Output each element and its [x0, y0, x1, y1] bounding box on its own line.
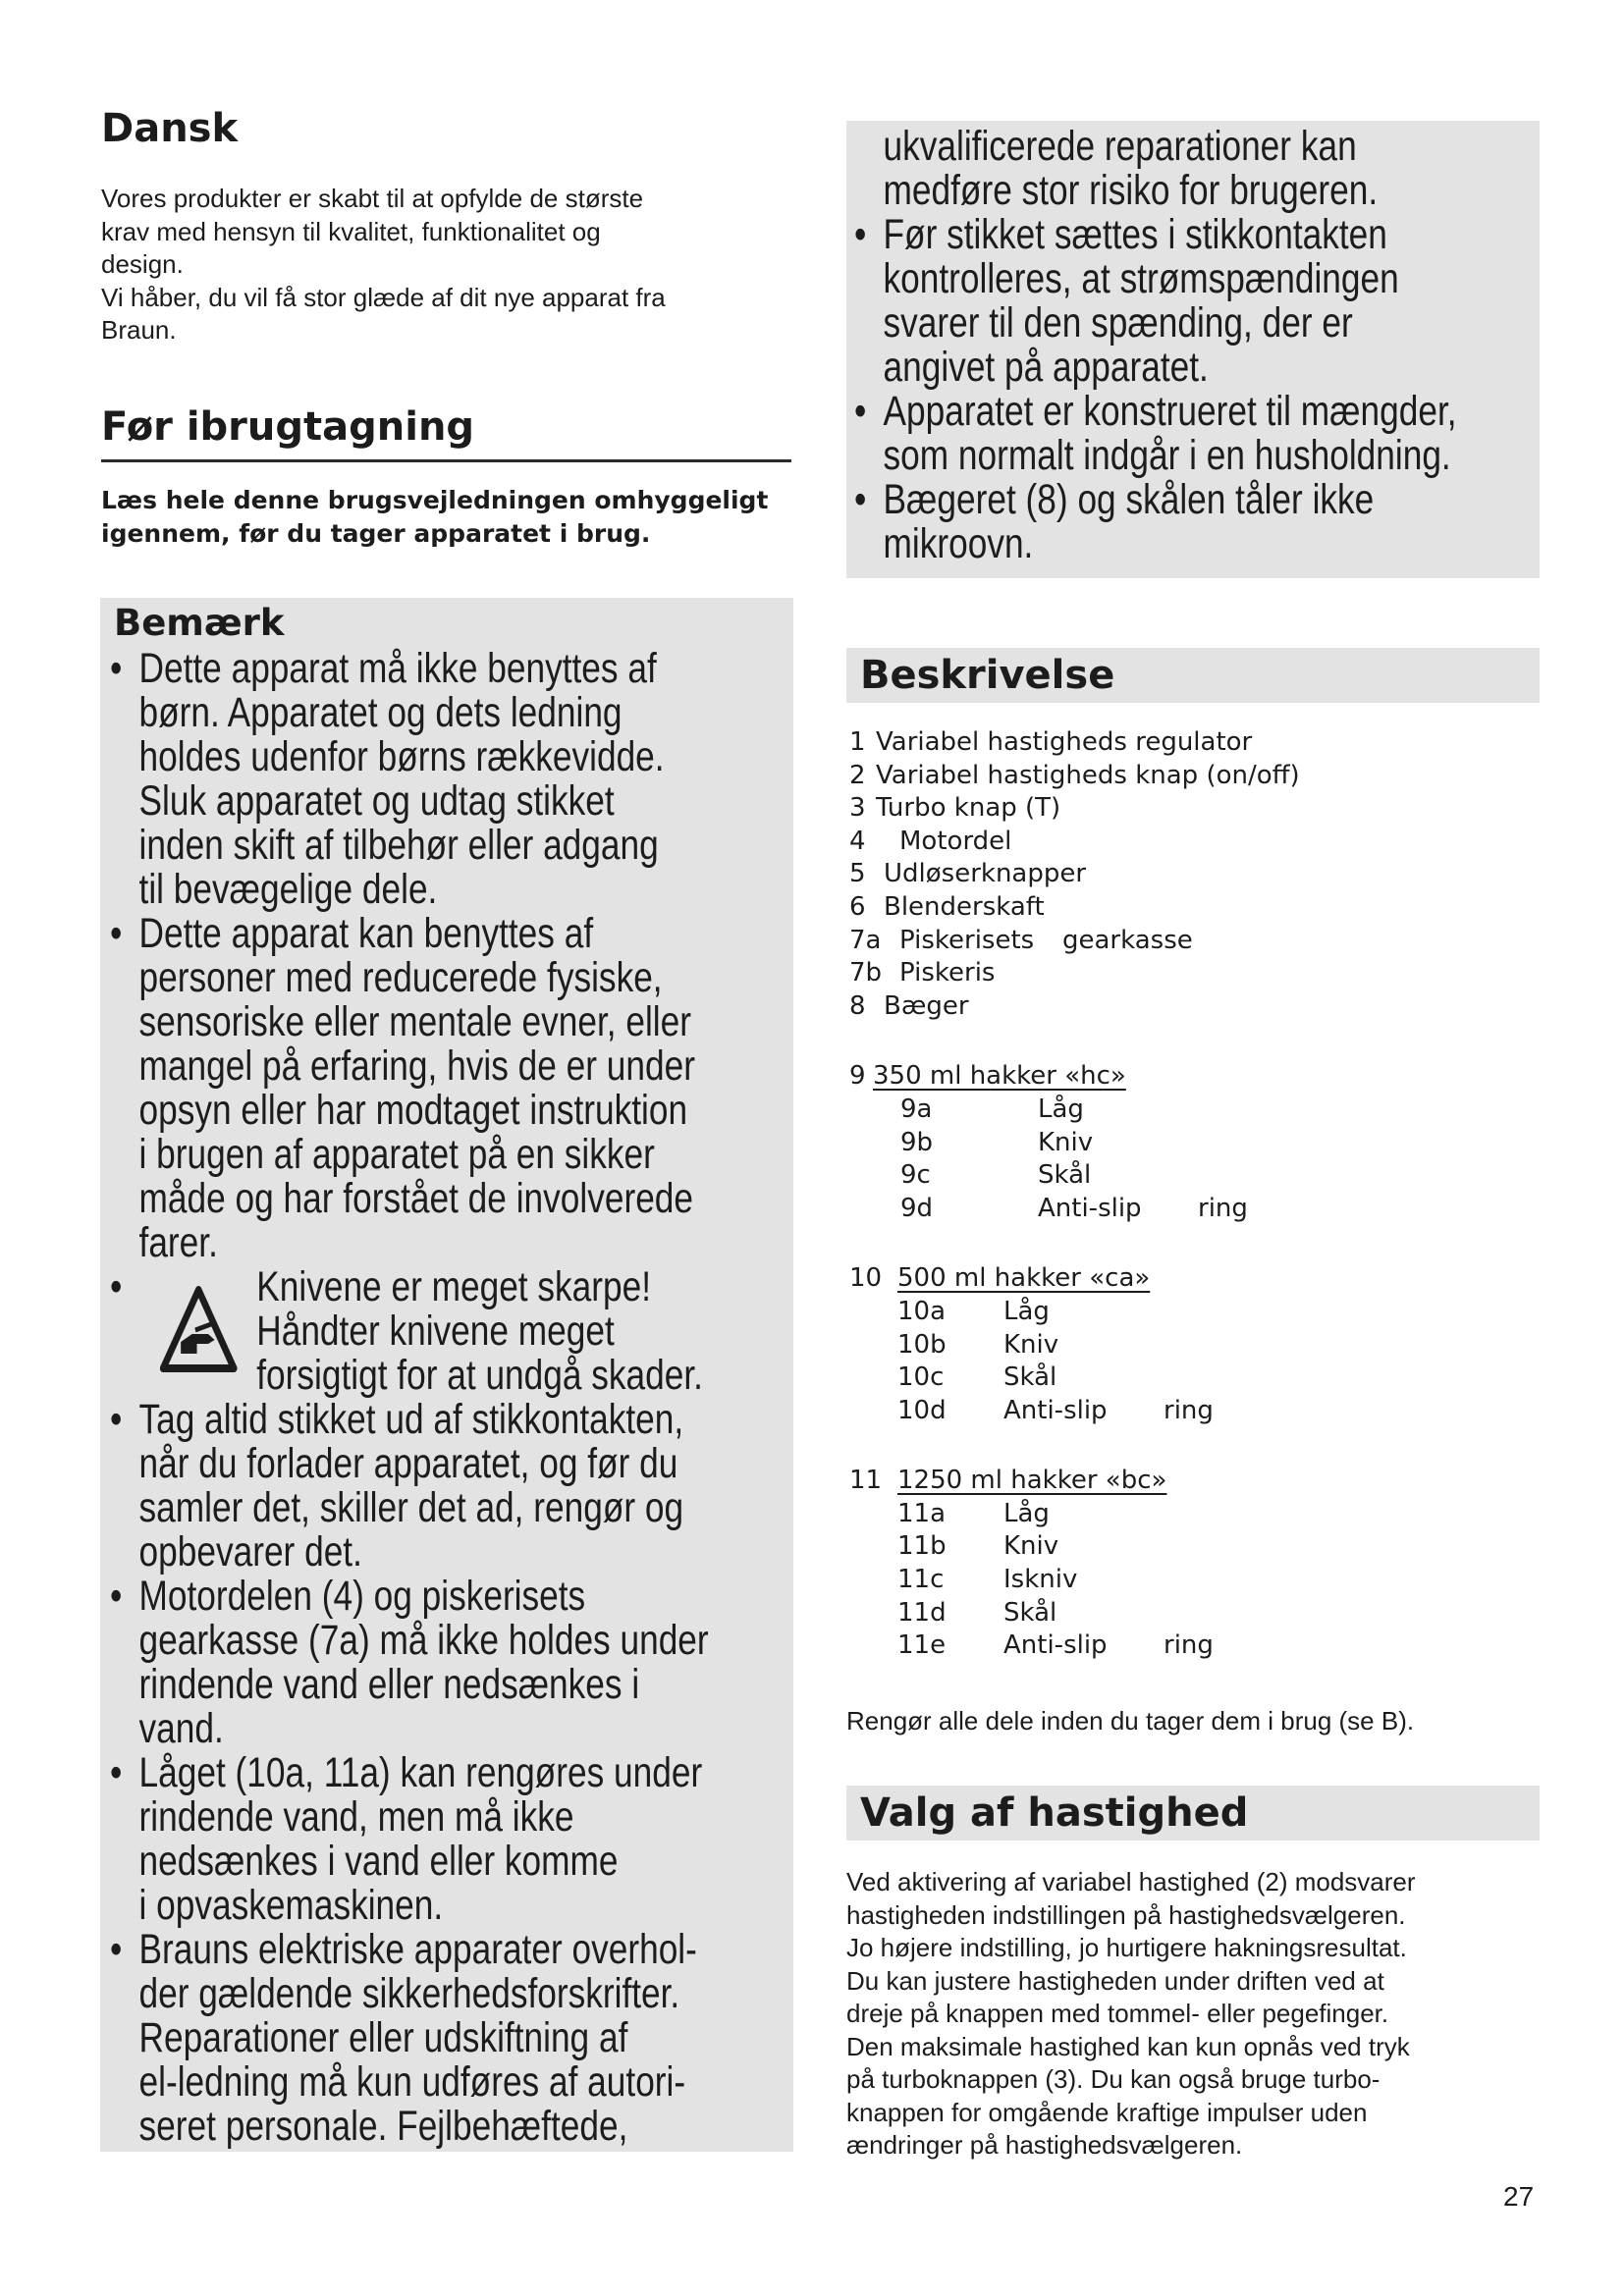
note-item: [110, 1751, 835, 1928]
subpart-label: Låg: [1003, 1498, 1050, 1528]
bullet: •: [110, 910, 123, 957]
part-label: Piskeris: [899, 958, 996, 988]
subpart-label-extra: ring: [1198, 1193, 1248, 1223]
before-use-instruction: [101, 484, 808, 551]
note-line: Brauns elektriske apparater overhol-: [138, 1926, 697, 1973]
subpart-row: [849, 1564, 1537, 1597]
note-line: når du forlader apparatet, og før du: [138, 1440, 678, 1487]
speed-line: Ved aktivering af variabel hastighed (2) modsvarer: [846, 1867, 1416, 1896]
note-line: Dette apparat må ikke benyttes af: [138, 645, 657, 692]
subpart-label: Anti-slip: [1003, 1630, 1108, 1661]
page-number: 27: [1503, 2181, 1535, 2212]
chopper-row: [849, 1465, 1537, 1498]
subpart-number: 9d: [900, 1193, 934, 1223]
subpart-label: Låg: [1038, 1094, 1084, 1124]
intro-paragraph: [101, 183, 808, 347]
intro-line: Vi håber, du vil få stor glæde af dit nye apparat fra: [101, 282, 666, 312]
intro-line: krav med hensyn til kvalitet, funktionalitet og: [101, 216, 601, 246]
note-line: gearkasse (7a) må ikke holdes under: [138, 1617, 709, 1664]
part-row: [849, 760, 1537, 793]
subpart-number: 10a: [897, 1296, 947, 1326]
note-line: Låget (10a, 11a) kan rengøres under: [138, 1749, 703, 1796]
note-line: svarer til den spænding, der er: [883, 299, 1353, 347]
chopper-name: 1250 ml hakker «bc»: [897, 1466, 1167, 1496]
part-number: 5: [849, 859, 866, 889]
part-number: 6: [849, 891, 866, 922]
note-line: der gældende sikkerhedsforskrifter.: [138, 1970, 680, 2017]
note-item: [110, 1928, 835, 2149]
note-line: opbevarer det.: [138, 1528, 362, 1575]
subpart-number: 10b: [897, 1329, 947, 1360]
speed-line: knappen for omgående kraftige impulser uden: [846, 2097, 1368, 2127]
note-line: opsyn eller har modtaget instruktion: [138, 1087, 688, 1134]
speed-line: Jo højere indstilling, jo hurtigere hakningsresultat.: [846, 1933, 1407, 1962]
part-label: Bæger: [884, 990, 969, 1021]
subpart-label: Anti-slip: [1003, 1395, 1108, 1425]
note-line: holdes udenfor børns rækkevidde.: [138, 733, 665, 780]
part-label: Turbo knap (T): [876, 793, 1061, 824]
speed-paragraph: [846, 1866, 1553, 2163]
part-label: Variabel hastigheds knap (on/off): [876, 760, 1300, 790]
note-item: [110, 1575, 835, 1751]
subpart-label: Kniv: [1003, 1531, 1059, 1562]
part-number: 4: [849, 826, 866, 856]
note-line: Motordelen (4) og piskerisets: [138, 1573, 586, 1620]
note-item-continued: [854, 125, 1579, 213]
section-title-speed: Valg af hastighed: [860, 1790, 1249, 1836]
subpart-row: [849, 1395, 1537, 1428]
warning-text: [256, 1265, 703, 1398]
bullet: •: [110, 645, 123, 692]
intro-line: design.: [101, 249, 184, 279]
instruction-line: igennem, før du tager apparatet i brug.: [101, 519, 651, 548]
subpart-row: [849, 1159, 1537, 1193]
subpart-label: Skål: [1003, 1597, 1057, 1628]
subpart-row: [849, 1530, 1537, 1564]
chopper-row: [849, 1060, 1537, 1094]
chopper-name: 350 ml hakker «hc»: [873, 1061, 1126, 1092]
note-line: Bægeret (8) og skålen tåler ikke: [883, 476, 1375, 523]
note-line: ukvalificerede reparationer kan: [883, 123, 1357, 170]
note-line: personer med reducerede fysiske,: [138, 954, 663, 1001]
chopper-number: 9: [849, 1061, 866, 1092]
subpart-number: 9a: [900, 1094, 933, 1124]
part-label: Piskerisets: [899, 925, 1035, 955]
subpart-number: 11a: [897, 1498, 947, 1528]
subpart-number: 11d: [897, 1597, 947, 1628]
bullet: •: [110, 1926, 123, 1973]
note-line: kontrolleres, at strømspændingen: [883, 255, 1399, 302]
speed-line: Den maksimale hastighed kan kun opnås ved tryk: [846, 2031, 1410, 2061]
note-line: sensoriske eller mentale evner, eller: [138, 998, 692, 1045]
chopper-row: [849, 1262, 1537, 1296]
subpart-label: Låg: [1003, 1296, 1050, 1326]
subpart-row: [849, 1296, 1537, 1329]
note-title: Bemærk: [114, 602, 285, 644]
part-label: Variabel hastigheds regulator: [876, 727, 1253, 757]
note-line: rindende vand, men må ikke: [138, 1793, 574, 1841]
part-label: Blenderskaft: [884, 891, 1045, 922]
subpart-row: [849, 1127, 1537, 1160]
part-row: [849, 858, 1537, 891]
bullet: •: [854, 211, 867, 258]
part-row: [849, 726, 1537, 760]
part-number: 1: [849, 727, 866, 757]
note-line: børn. Apparatet og dets ledning: [138, 689, 623, 736]
note-item: [854, 478, 1579, 566]
subpart-label-extra: ring: [1164, 1395, 1214, 1425]
part-label: Motordel: [899, 826, 1012, 856]
bullet: •: [110, 1573, 123, 1620]
warning-line: Håndter knivene meget: [256, 1308, 615, 1355]
note-item: [854, 390, 1579, 478]
note-line: nedsænkes i vand eller komme: [138, 1838, 619, 1885]
subpart-row: [849, 1362, 1537, 1395]
subpart-row: [849, 1329, 1537, 1362]
note-line: medføre stor risiko for brugeren.: [883, 167, 1379, 214]
note-line: inden skift af tilbehør eller adgang: [138, 822, 659, 869]
subpart-label: Skål: [1038, 1160, 1092, 1191]
subpart-label: Skål: [1003, 1362, 1057, 1393]
subpart-label-extra: ring: [1164, 1630, 1214, 1661]
subpart-label: Anti-slip: [1038, 1193, 1142, 1223]
note-line: Apparatet er konstrueret til mængder,: [883, 388, 1457, 435]
subpart-row: [849, 1094, 1537, 1127]
part-label: Udløserknapper: [884, 859, 1087, 889]
section-title-before-use: Før ibrugtagning: [101, 404, 475, 450]
note-line: Dette apparat kan benyttes af: [138, 910, 594, 957]
hand-blade-warning-icon: [160, 1285, 238, 1373]
safety-note-continued-list: [854, 125, 1579, 566]
part-number: 3: [849, 793, 866, 824]
note-line: el-ledning må kun udføres af autori-: [138, 2058, 686, 2106]
subpart-number: 11e: [897, 1630, 947, 1661]
subpart-number: 9b: [900, 1127, 934, 1157]
part-row: [849, 891, 1537, 925]
subpart-row: [849, 1193, 1537, 1226]
note-line: måde og har forstået de involverede: [138, 1175, 694, 1222]
note-line: Reparationer eller udskiftning af: [138, 2014, 628, 2061]
subpart-row: [849, 1597, 1537, 1630]
note-line: seret personale. Fejlbehæftede,: [138, 2103, 628, 2150]
chopper-name: 500 ml hakker «ca»: [897, 1263, 1151, 1294]
note-line: i brugen af apparatet på en sikker: [138, 1131, 655, 1178]
subpart-label: Iskniv: [1003, 1565, 1078, 1595]
intro-line: Braun.: [101, 315, 177, 345]
note-item: [110, 1398, 835, 1575]
bullet: •: [854, 476, 867, 523]
bullet: •: [110, 1749, 123, 1796]
speed-line: på turboknappen (3). Du kan også bruge turbo-: [846, 2064, 1380, 2094]
part-number: 7b: [849, 958, 883, 988]
note-line: Før stikket sættes i stikkontakten: [883, 211, 1387, 258]
note-line: farer.: [138, 1219, 218, 1266]
bullet: •: [854, 388, 867, 435]
part-number: 7a: [849, 925, 882, 955]
bullet: •: [110, 1263, 123, 1310]
note-line: som normalt indgår i en husholdning.: [883, 432, 1451, 479]
intro-line: Vores produkter er skabt til at opfylde de største: [101, 184, 644, 213]
subpart-number: 10d: [897, 1395, 947, 1425]
chopper-number: 10: [849, 1263, 883, 1294]
part-number: 8: [849, 990, 866, 1021]
note-line: Sluk apparatet og udtag stikket: [138, 777, 615, 825]
note-item: [854, 213, 1579, 390]
part-row: [849, 957, 1537, 990]
subpart-number: 11b: [897, 1531, 947, 1562]
note-item-warning: [110, 1265, 835, 1398]
note-line: rindende vand eller nedsænkes i: [138, 1661, 640, 1708]
subpart-number: 11c: [897, 1565, 945, 1595]
note-item: [110, 647, 835, 912]
note-item: [110, 912, 835, 1265]
safety-note-list: [110, 647, 835, 2149]
note-line: til bevægelige dele.: [138, 866, 438, 913]
part-number: 2: [849, 760, 866, 790]
subpart-label: Kniv: [1003, 1329, 1059, 1360]
note-line: mikroovn.: [883, 520, 1034, 567]
subpart-label: Kniv: [1038, 1127, 1094, 1157]
parts-list: [849, 726, 1537, 1663]
note-line: vand.: [138, 1705, 224, 1752]
speed-line: ændringer på hastighedsvælgeren.: [846, 2130, 1243, 2160]
speed-line: dreje på knappen med tommel- eller pegefinger.: [846, 1999, 1389, 2028]
note-line: mangel på erfaring, hvis de er under: [138, 1042, 695, 1090]
chopper-number: 11: [849, 1466, 883, 1496]
part-row: [849, 826, 1537, 859]
section-title-dansk: Dansk: [101, 106, 239, 151]
bullet: •: [110, 1396, 123, 1443]
subpart-number: 9c: [900, 1160, 931, 1191]
part-row: [849, 990, 1537, 1024]
part-label-extra: gearkasse: [1062, 925, 1193, 955]
subpart-row: [849, 1629, 1537, 1663]
part-row: [849, 925, 1537, 958]
section-title-description: Beskrivelse: [860, 653, 1115, 698]
subpart-row: [849, 1498, 1537, 1531]
note-line: angivet på apparatet.: [883, 344, 1209, 391]
note-line: samler det, skiller det ad, rengør og: [138, 1484, 684, 1531]
warning-line: Knivene er meget skarpe!: [256, 1263, 652, 1310]
part-row: [849, 792, 1537, 826]
instruction-line: Læs hele denne brugsvejledningen omhyggeligt: [101, 486, 769, 514]
section-divider: [101, 459, 791, 462]
subpart-number: 10c: [897, 1362, 945, 1393]
cleaning-note: Rengør alle dele inden du tager dem i brug (se B).: [846, 1706, 1415, 1735]
speed-line: hastigheden indstillingen på hastighedsvælgeren.: [846, 1899, 1406, 1930]
warning-line: forsigtigt for at undgå skader.: [256, 1352, 703, 1399]
speed-line: Du kan justere hastigheden under driften ved at: [846, 1965, 1384, 1996]
note-line: i opvaskemaskinen.: [138, 1882, 444, 1929]
note-line: Tag altid stikket ud af stikkontakten,: [138, 1396, 684, 1443]
